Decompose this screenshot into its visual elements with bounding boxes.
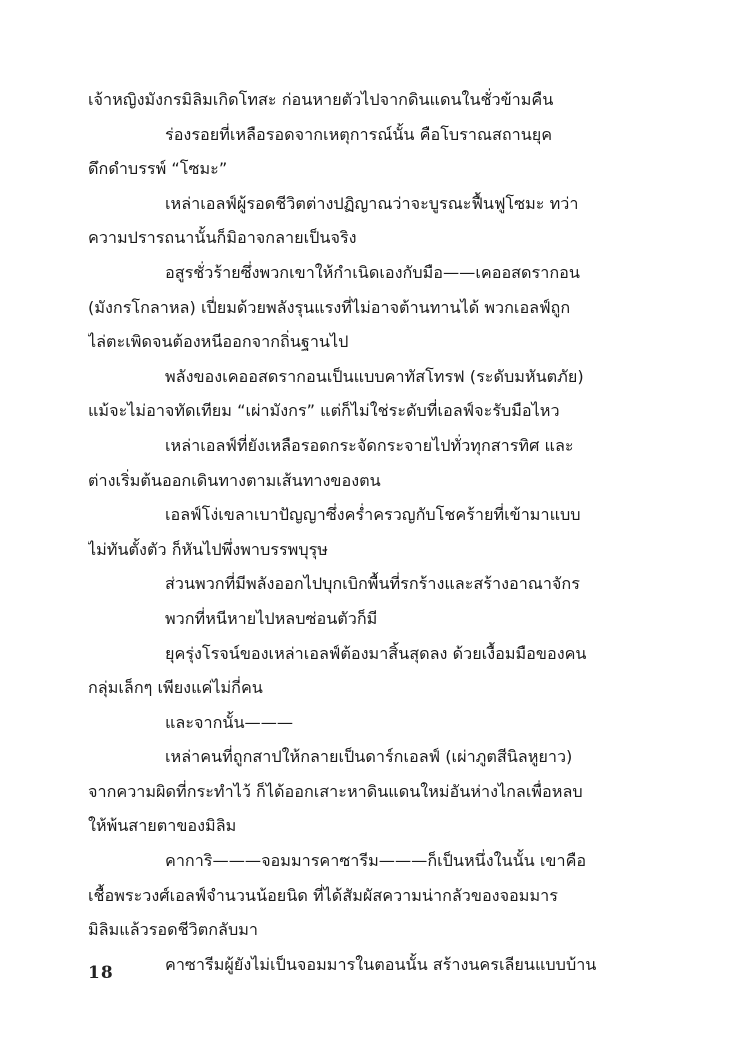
text-line: แม้จะไม่อาจทัดเทียม “เผ่ามังกร” แต่ก็ไม่ใช่ระดับที่เอลฟ์จะรับมือไหว [88, 401, 560, 421]
text-line: มิลิมแล้วรอดชีวิตกลับมา [88, 920, 258, 940]
text-line: ดึกดำบรรพ์ “โซมะ” [88, 159, 228, 179]
text-line: ต่างเริ่มต้นออกเดินทางตามเส้นทางของตน [88, 470, 381, 490]
text-line: (มังกรโกลาหล) เปี่ยมด้วยพลังรุนแรงที่ไม่อาจต้านทานได้ พวกเอลฟ์ถูก [88, 297, 571, 317]
text-line: จากความผิดที่กระทำไว้ ก็ได้ออกเสาะหาดินแดนใหม่อันห่างไกลเพื่อหลบ [88, 781, 583, 801]
text-line: และจากนั้น——— [165, 712, 294, 732]
text-line: พวกที่หนีหายไปหลบซ่อนตัวก็มี [165, 608, 378, 628]
text-line: ส่วนพวกที่มีพลังออกไปบุกเบิกพื้นที่รกร้างและสร้างอาณาจักร [165, 574, 580, 594]
text-line: พลังของเคออสดรากอนเป็นแบบคาทัสโทรฟ (ระดับมหันตภัย) [165, 366, 584, 386]
text-line: คาซารีมผู้ยังไม่เป็นจอมมารในตอนนั้น สร้างนครเลียนแบบบ้าน [165, 954, 597, 974]
text-line: เหล่าเอลฟ์ผู้รอดชีวิตต่างปฏิญาณว่าจะบูรณะฟื้นฟูโซมะ ทว่า [165, 193, 579, 213]
page-number: 18 [88, 963, 114, 983]
text-line: อสูรชั่วร้ายซึ่งพวกเขาให้กำเนิดเองกับมือ——เคออสดรากอน [165, 262, 580, 282]
text-line: เหล่าเอลฟ์ที่ยังเหลือรอดกระจัดกระจายไปทั่วทุกสารทิศ และ [165, 435, 574, 455]
text-line: เอลฟ์โง่เขลาเบาปัญญาซึ่งคร่ำครวญกับโชคร้ายที่เข้ามาแบบ [165, 505, 581, 525]
text-line: ความปรารถนานั้นก็มิอาจกลายเป็นจริง [88, 228, 357, 248]
text-line: เหล่าคนที่ถูกสาปให้กลายเป็นดาร์กเอลฟ์ (เผ่าภูตสีนิลหูยาว) [165, 747, 573, 767]
text-line: ร่องรอยที่เหลือรอดจากเหตุการณ์นั้น คือโบราณสถานยุค [165, 124, 553, 144]
body-text [88, 83, 654, 982]
text-line: เจ้าหญิงมังกรมิลิมเกิดโทสะ ก่อนหายตัวไปจากดินแดนในชั่วข้ามคืน [88, 90, 554, 109]
text-line: เชื้อพระวงศ์เอลฟ์จำนวนน้อยนิด ที่ได้สัมผัสความน่ากลัวของจอมมาร [88, 885, 558, 905]
text-line: ไล่ตะเพิดจนต้องหนีออกจากถิ่นฐานไป [88, 332, 349, 352]
text-line: ให้พ้นสายตาของมิลิม [88, 816, 237, 836]
text-line: ไม่ทันตั้งตัว ก็หันไปพึ่งพาบรรพบุรุษ [88, 539, 328, 559]
text-line: กลุ่มเล็กๆ เพียงแค่ไม่กี่คน [88, 678, 263, 698]
text-line: ยุครุ่งโรจน์ของเหล่าเอลฟ์ต้องมาสิ้นสุดลง ด้วยเงื้อมมือของคน [165, 643, 587, 663]
text-line: คาการิ———จอมมารคาซารีม———ก็เป็นหนึ่งในนั้น เขาคือ [165, 851, 587, 871]
